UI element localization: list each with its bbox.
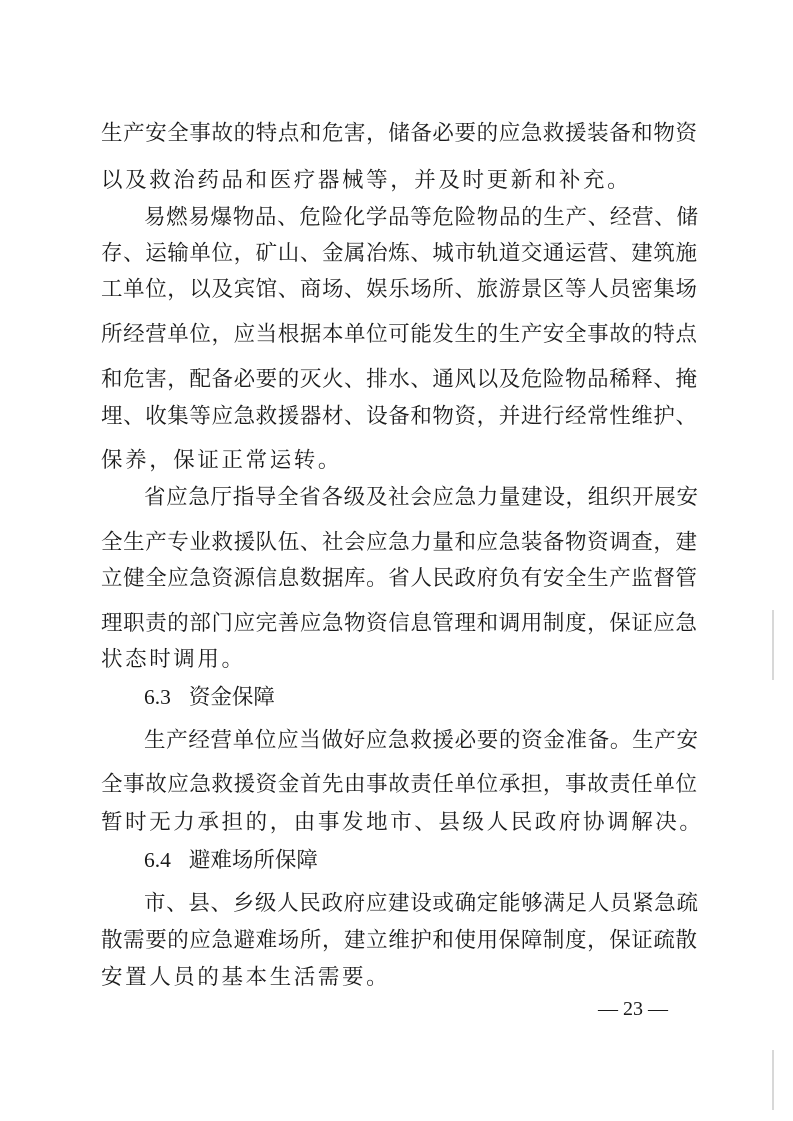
body-text-line: 保养，保证正常运转。 [101, 448, 343, 473]
body-text-line: 暂时无力承担的，由事发地市、县级人民政府协调解决。 [101, 810, 704, 835]
body-text-line: 埋、收集等应急救援器材、设备和物资，并进行经常性维护、 [101, 404, 697, 429]
scan-artifact [772, 1050, 774, 1110]
page-number: — 23 — [598, 998, 668, 1020]
section-number: 6.4 [144, 848, 171, 872]
section-title: 资金保障 [188, 685, 275, 710]
body-text-line: 和危害，配备必要的灭火、排水、通风以及危险物品稀释、掩 [101, 367, 697, 392]
body-text-line: 散需要的应急避难场所，建立维护和使用保障制度，保证疏散 [101, 928, 697, 953]
section-number: 6.3 [144, 685, 171, 709]
body-text-line: 状态时调用。 [101, 647, 246, 672]
body-text-line: 省应急厅指导全省各级及社会应急力量建设，组织开展安 [144, 485, 698, 510]
body-text-line: 存、运输单位，矿山、金属冶炼、城市轨道交通运营、建筑施 [101, 241, 697, 266]
body-text-line: 以及救治药品和医疗器械等，并及时更新和补充。 [101, 168, 632, 193]
section-heading-6-3 [144, 683, 275, 712]
body-text-line: 市、县、乡级人民政府应建设或确定能够满足人员紧急疏 [144, 891, 698, 916]
scan-artifact [772, 610, 774, 680]
body-text-line: 安置人员的基本生活需要。 [101, 965, 391, 990]
body-text-line: 全生产专业救援队伍、社会应急力量和应急装备物资调查，建 [101, 530, 697, 555]
body-text-line: 生产经营单位应当做好应急救援必要的资金准备。生产安 [144, 728, 698, 753]
body-text-line: 理职责的部门应完善应急物资信息管理和调用制度，保证应急 [101, 611, 697, 636]
body-text-line: 工单位，以及宾馆、商场、娱乐场所、旅游景区等人员密集场 [101, 277, 697, 302]
body-text-line: 易燃易爆物品、危险化学品等危险物品的生产、经营、储 [144, 205, 698, 230]
section-heading-6-4 [144, 846, 318, 875]
body-text-line: 生产安全事故的特点和危害，储备必要的应急救援装备和物资 [101, 121, 697, 146]
body-text-line: 立健全应急资源信息数据库。省人民政府负有安全生产监督管 [101, 566, 697, 591]
section-title: 避难场所保障 [188, 848, 318, 873]
body-text-line: 所经营单位，应当根据本单位可能发生的生产安全事故的特点 [101, 322, 697, 347]
body-text-line: 全事故应急救援资金首先由事故责任单位承担，事故责任单位 [101, 772, 697, 797]
